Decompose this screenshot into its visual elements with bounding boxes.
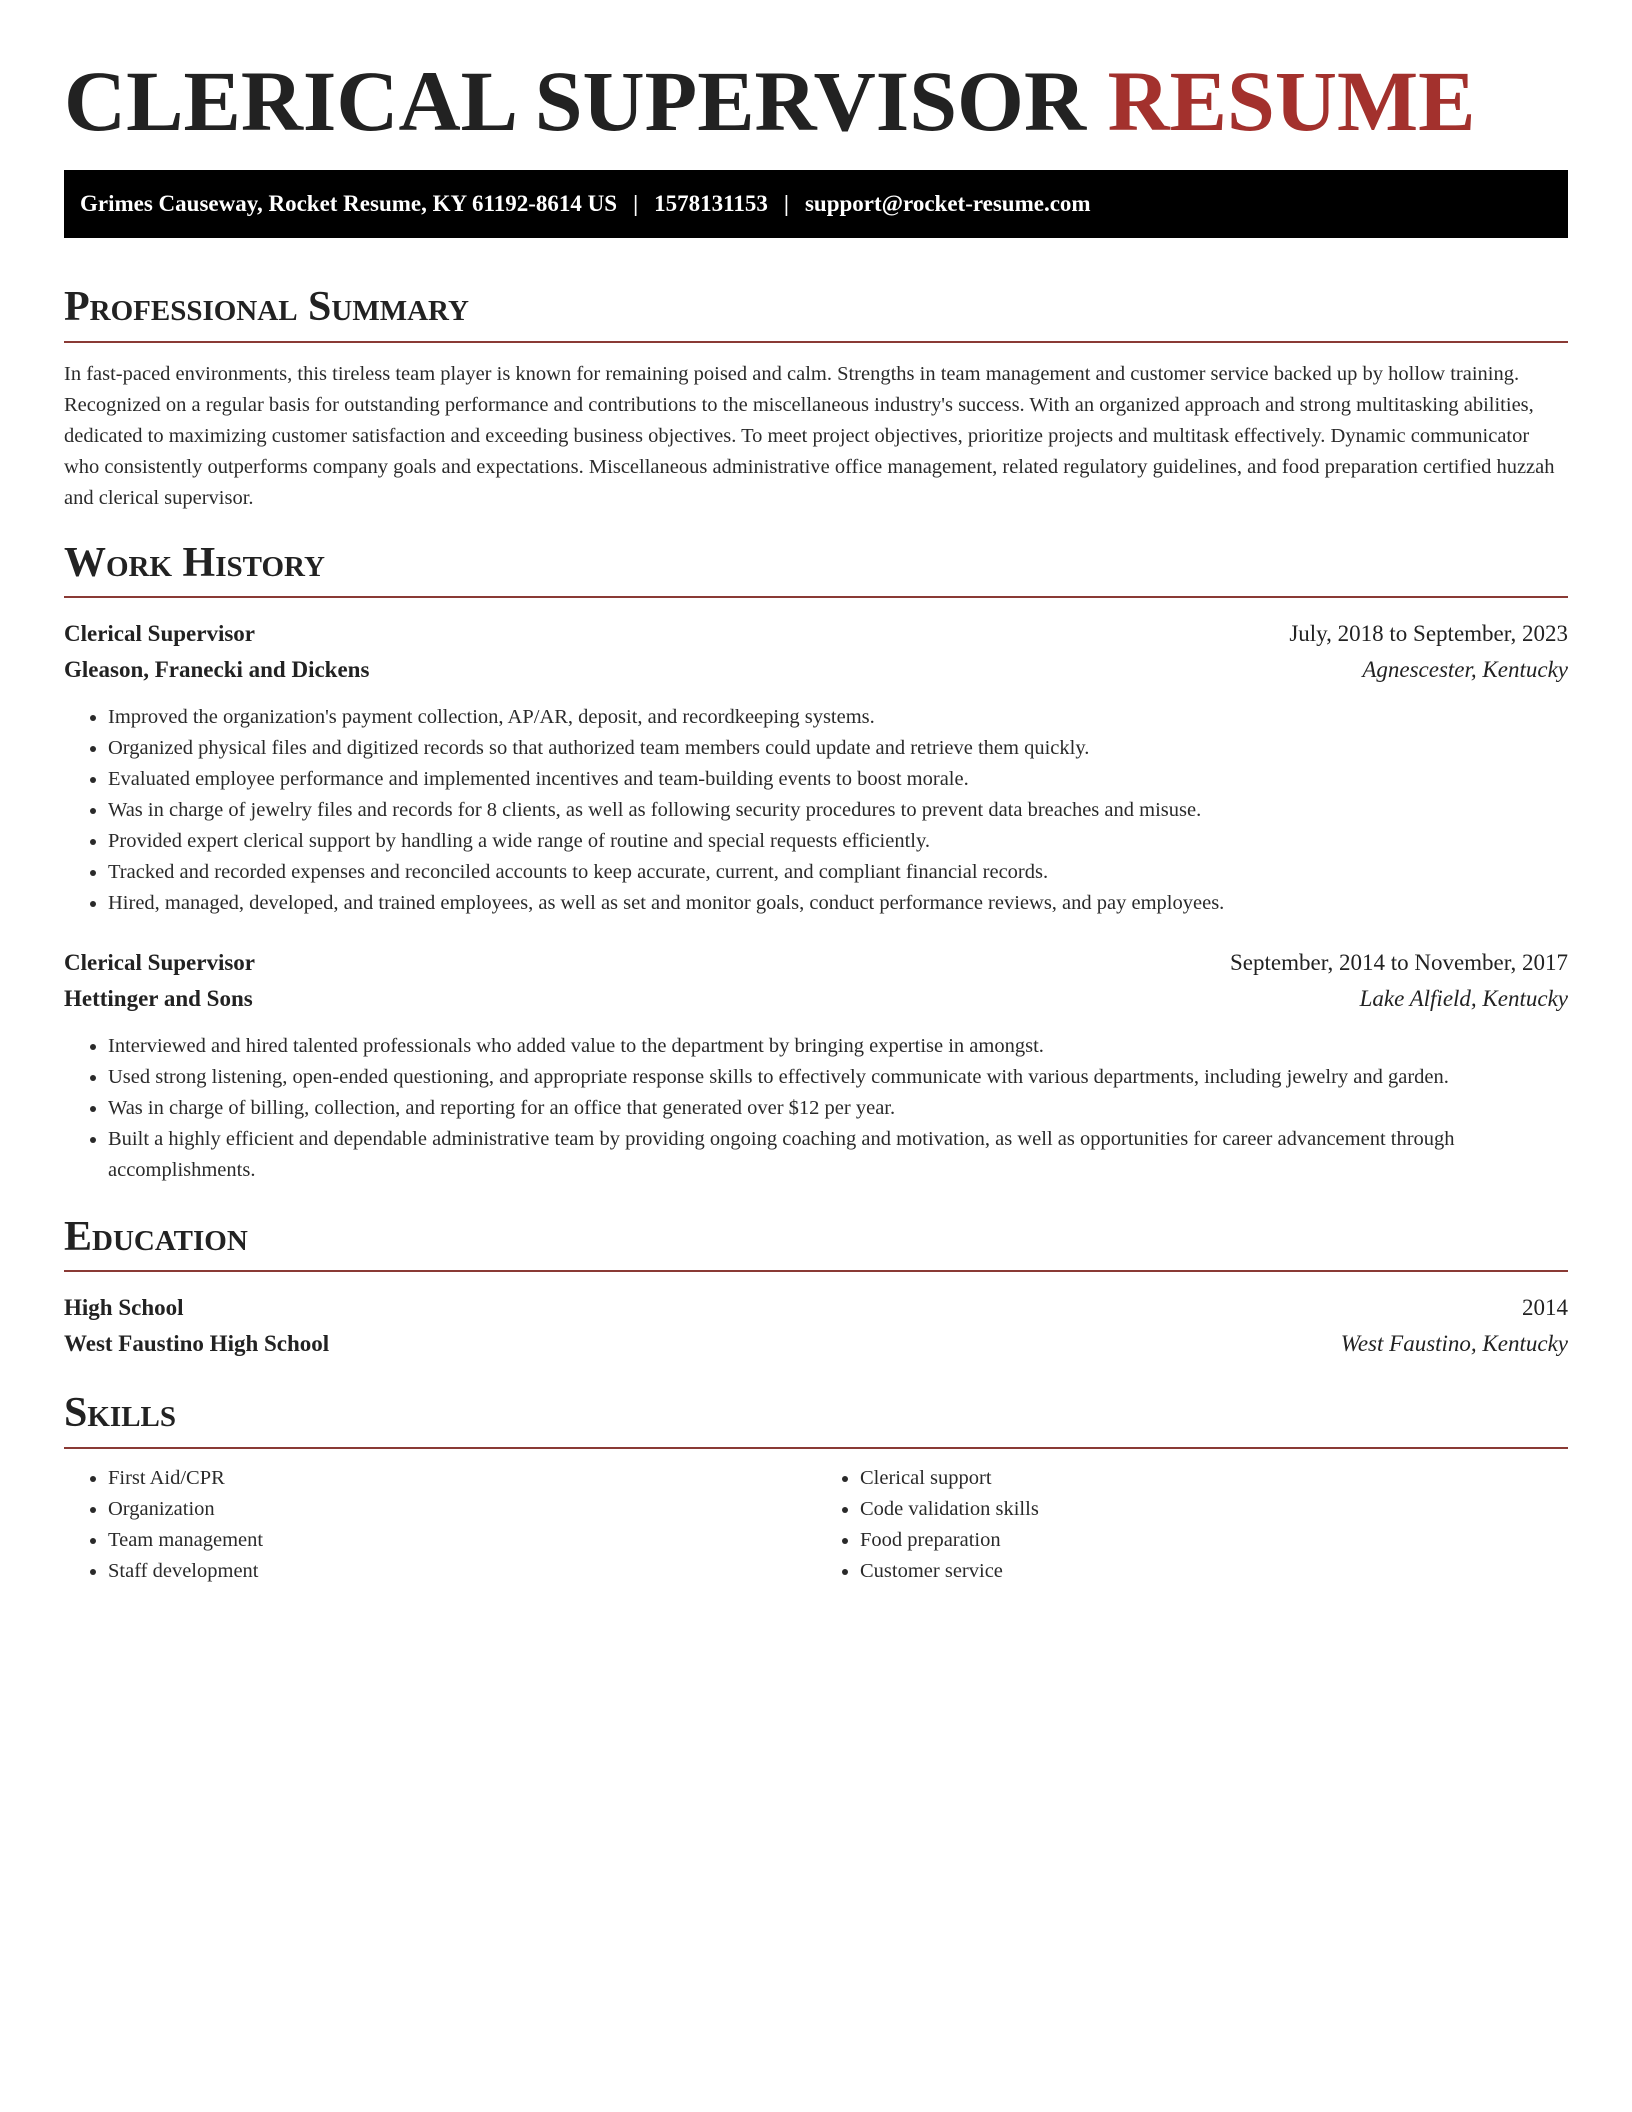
education-heading: Education [64,1213,248,1260]
job-bullets [64,1031,1568,1186]
summary-text: In fast-paced environments, this tireless team player is known for remaining poised and calm. Strengths in team management and customer service backed up by hollow training. Recognized on a regular basis for outstanding performance and contributions to the miscellaneous industry's success. With an organized approach and strong multitasking abilities, dedicated to maximizing customer satisfaction and exceeding business objectives. To meet project objectives, prioritize projects and multitask effectively. Dynamic communicator who consistently outperforms company goals and expectations. Miscellaneous administrative office management, related regulatory guidelines, and food preparation certified huzzah and clerical supervisor. [64,362,1555,509]
skills-section [64,1388,1568,1586]
title-main: CLERICAL SUPERVISOR [64,53,1087,149]
job-bullet: • Hired, managed, developed, and trained employees, as well as set and monitor goals, conduct performance reviews, and pay employees. [108,888,1568,919]
job-bullets [64,702,1568,919]
job-bullet: • Organized physical files and digitized records so that authorized team members could update and retrieve them quickly. [108,733,1568,764]
job-entry [64,616,1568,919]
skills-column-left [64,1463,816,1587]
job-bullet: • Used strong listening, open-ended questioning, and appropriate response skills to effectively communicate with various departments, including jewelry and garden. [108,1062,1568,1093]
work-history-heading: Work History [64,539,325,586]
section-divider [64,341,1568,343]
education-school: West Faustino High School [64,1331,330,1357]
summary-section [64,282,1568,513]
skills-column-right [816,1463,1568,1587]
skill-item: • Code validation skills [860,1494,1568,1525]
contact-bar [64,170,1568,238]
skill-item: • Clerical support [860,1463,1568,1494]
contact-separator: | [633,191,639,217]
education-school-row [64,1326,1568,1362]
skill-item: • First Aid/CPR [108,1463,816,1494]
job-title: Clerical Supervisor [64,949,255,975]
job-dates: September, 2014 to November, 2017 [1230,949,1568,975]
skill-item: • Customer service [860,1556,1568,1587]
job-company-row [64,981,1568,1017]
work-history-section [64,538,1568,1186]
section-divider [64,1270,1568,1272]
job-bullet: • Improved the organization's payment collection, AP/AR, deposit, and recordkeeping systems. [108,702,1568,733]
job-bullet: • Evaluated employee performance and implemented incentives and team-building events to boost morale. [108,764,1568,795]
job-dates: July, 2018 to September, 2023 [1289,620,1568,646]
job-location: Agnescester, Kentucky [1362,656,1568,682]
job-header-row [64,616,1568,652]
skill-item: • Staff development [108,1556,816,1587]
resume-title [64,50,1568,153]
job-bullet: • Was in charge of billing, collection, and reporting for an office that generated over $12 per year. [108,1093,1568,1124]
education-entry [64,1290,1568,1362]
job-company-row [64,652,1568,688]
contact-phone: 1578131153 [654,191,768,217]
job-company: Gleason, Franecki and Dickens [64,656,370,682]
skills-heading: Skills [64,1390,177,1437]
job-bullet: • Provided expert clerical support by handling a wide range of routine and special requests efficiently. [108,826,1568,857]
skills-grid [64,1463,1568,1587]
job-header-row [64,945,1568,981]
contact-email[interactable]: support@rocket-resume.com [804,191,1091,217]
job-bullet: • Interviewed and hired talented professionals who added value to the department by bringing expertise in amongst. [108,1031,1568,1062]
education-location: West Faustino, Kentucky [1340,1331,1568,1357]
section-divider [64,1447,1568,1449]
education-section [64,1212,1568,1362]
education-degree: High School [64,1295,184,1321]
education-year: 2014 [1522,1295,1568,1321]
summary-heading: Professional Summary [64,284,469,331]
job-bullet: • Tracked and recorded expenses and reconciled accounts to keep accurate, current, and compliant financial records. [108,857,1568,888]
job-bullet: • Built a highly efficient and dependable administrative team by providing ongoing coaching and motivation, as well as opportunities for career advancement through accomplishments. [108,1124,1568,1186]
section-divider [64,596,1568,598]
skill-item: • Team management [108,1525,816,1556]
skill-item: • Organization [108,1494,816,1525]
contact-address: Grimes Causeway, Rocket Resume, KY 61192-8614 US [80,191,618,217]
job-location: Lake Alfield, Kentucky [1359,985,1568,1011]
education-degree-row [64,1290,1568,1326]
skill-item: • Food preparation [860,1525,1568,1556]
job-bullet: • Was in charge of jewelry files and records for 8 clients, as well as following security procedures to prevent data breaches and misuse. [108,795,1568,826]
contact-separator: | [783,191,789,217]
job-company: Hettinger and Sons [64,985,253,1011]
title-accent: RESUME [1107,53,1476,149]
job-entry [64,945,1568,1186]
job-title: Clerical Supervisor [64,620,255,646]
